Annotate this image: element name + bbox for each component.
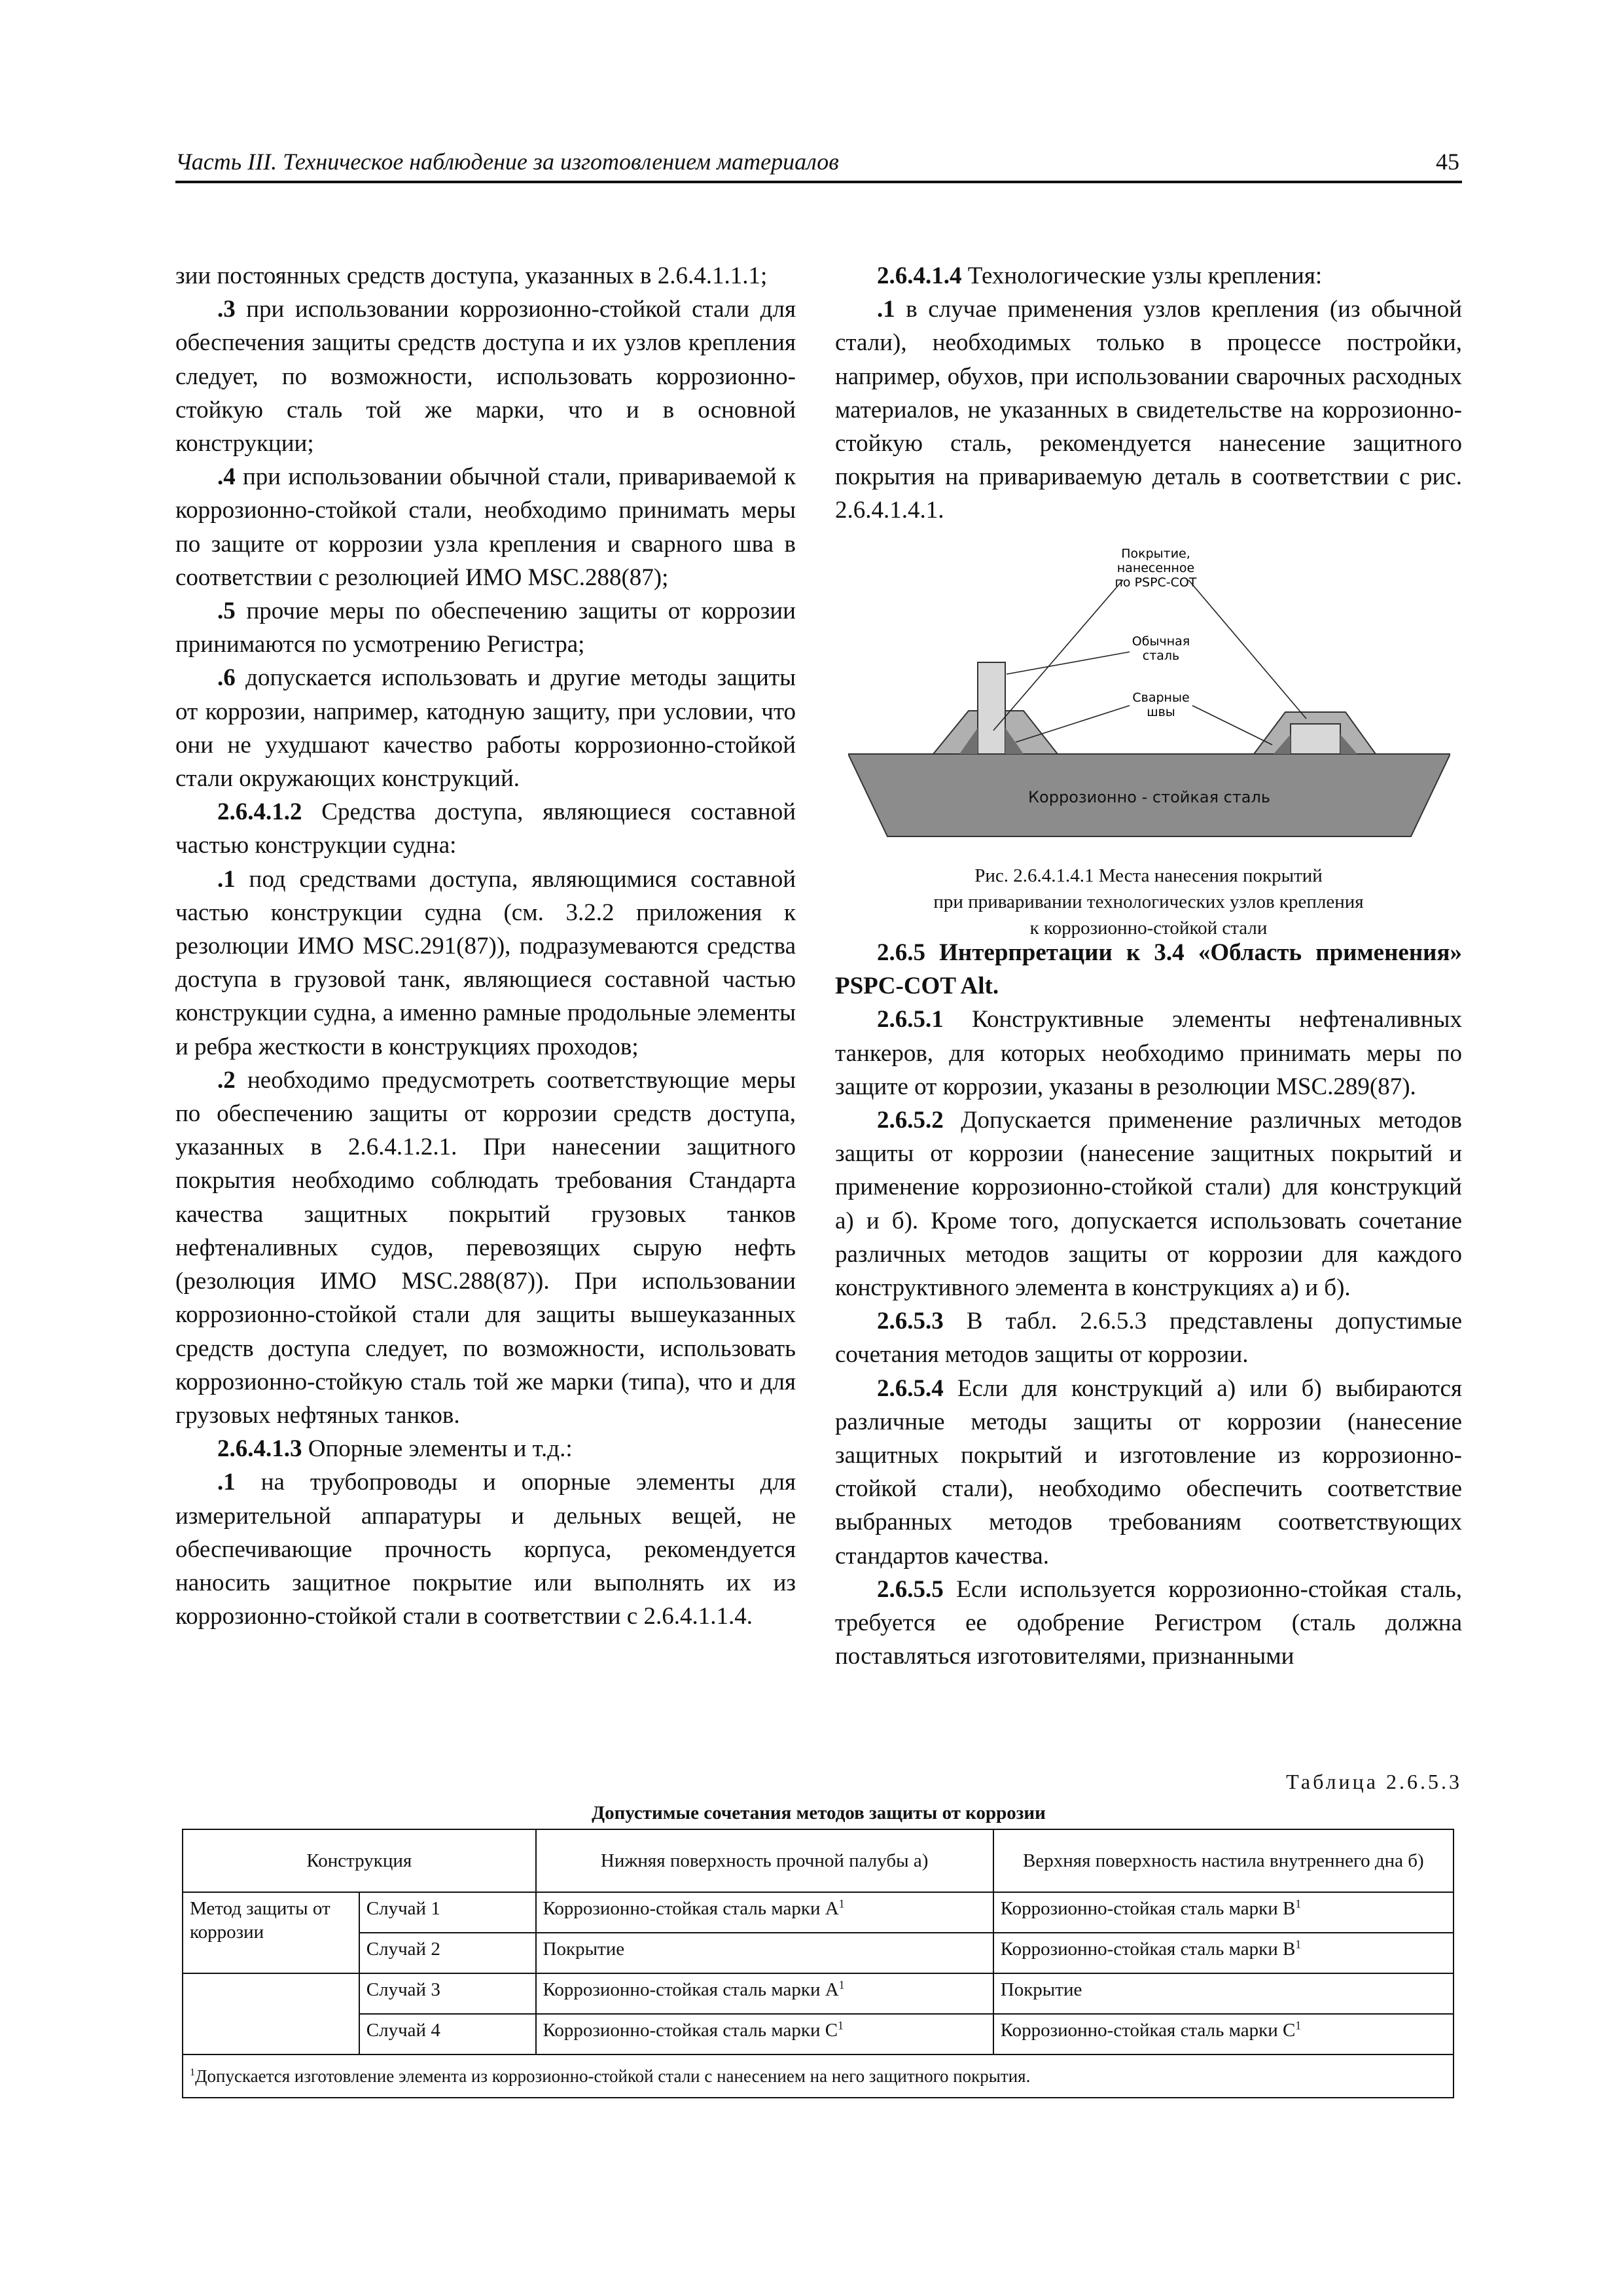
paragraph-text: Если используется коррозионно-стойкая сталь, требуется ее одобрение Регистром (сталь должна поставляться изготовителями, признанными bbox=[835, 1575, 1462, 1670]
paragraph bbox=[835, 1372, 1462, 1573]
cell bbox=[536, 1973, 993, 2014]
paragraph bbox=[175, 795, 796, 862]
left-attachment-lug bbox=[978, 662, 1005, 754]
paragraph bbox=[175, 1432, 796, 1465]
table-label: Таблица 2.6.5.3 bbox=[1286, 1770, 1462, 1793]
case-cell: Случай 4 bbox=[359, 2014, 536, 2054]
figure-caption bbox=[835, 863, 1462, 941]
paragraph-text: в случае применения узлов крепления (из обычной стали), необходимых только в процессе постройки, например, обухов, при использовании сварочных расходных материалов, не указанных в свидетельстве на коррозионно-стойкую сталь, рекомендуется нанесение защитного покрытия на привариваемую деталь в соответствии с рис. 2.6.4.1.4.1. bbox=[835, 296, 1462, 524]
empty-cell bbox=[183, 2014, 359, 2054]
case-cell: Случай 1 bbox=[359, 1892, 536, 1933]
coating-label: по PSPC-COT bbox=[1115, 575, 1197, 590]
paragraph-text: В табл. 2.6.5.3 представлены допустимые сочетания методов защиты от коррозии. bbox=[835, 1308, 1462, 1369]
caption-line: к коррозионно-стойкой стали bbox=[1029, 918, 1268, 939]
cell-text: Коррозионно-стойкая сталь марки A bbox=[543, 1898, 839, 1919]
paragraph-text: Технологические узлы крепления: bbox=[961, 262, 1323, 289]
paragraph bbox=[175, 594, 796, 661]
cell bbox=[993, 1973, 1454, 2014]
table-row bbox=[183, 2014, 1454, 2054]
paragraph bbox=[175, 1465, 796, 1633]
footnote-mark: 1 bbox=[190, 2066, 196, 2078]
footnote-cell bbox=[183, 2054, 1454, 2098]
paragraph-text: при использовании обычной стали, привариваемой к коррозионно-стойкой стали, необходимо принимать меры по защите от коррозии узла крепления и сварного шва в соответствии с резолюцией ИМО MSC.288(87); bbox=[175, 463, 796, 591]
header-title: Часть III. Техническое наблюдение за изготовлением материалов bbox=[175, 149, 839, 175]
right-column-top bbox=[835, 259, 1462, 528]
welding-diagram bbox=[848, 534, 1450, 861]
cell-text: Коррозионно-стойкая сталь марки B bbox=[1000, 1898, 1296, 1919]
cell-text: Коррозионно-стойкая сталь марки A bbox=[543, 1979, 839, 2000]
footnote-ref: 1 bbox=[1295, 1897, 1302, 1910]
table-header-row bbox=[183, 1829, 1454, 1892]
clause-number: .4 bbox=[217, 463, 236, 491]
paragraph bbox=[175, 293, 796, 460]
paragraph-text: при использовании коррозионно-стойкой стали для обеспечения защиты средств доступа и их узлов крепления следует, по возможности, использовать коррозионно-стойкую сталь той же марки, что и в основной конструкции; bbox=[175, 296, 796, 457]
cell bbox=[536, 1892, 993, 1933]
clause-number: 2.6.5.5 bbox=[877, 1575, 944, 1603]
cell-text: Коррозионно-стойкая сталь марки C bbox=[543, 2020, 838, 2041]
paragraph-text: прочие меры по обеспечению защиты от коррозии принимаются по усмотрению Регистра; bbox=[175, 598, 796, 658]
coating-label: нанесенное bbox=[1116, 561, 1195, 575]
clause-number: 2.6.5.1 bbox=[877, 1006, 944, 1033]
paragraph bbox=[835, 1103, 1462, 1304]
case-cell: Случай 2 bbox=[359, 1933, 536, 1973]
paragraph bbox=[835, 1573, 1462, 1674]
caption-line: при приваривании технологических узлов крепления bbox=[933, 891, 1364, 912]
paragraph-text: необходимо предусмотреть соответствующие меры по обеспечению защиты от коррозии средств доступа, указанных в 2.6.4.1.2.1. При нанесении защитного покрытия необходимо соблюдать требования Стандарта качества защитных покрытий грузовых танков нефтеналивных судов, перевозящих сырую нефть (резолюция ИМО MSC.288(87)). При использовании коррозионно-стойкой стали для защиты вышеуказанных средств доступа следует, по возможности, использовать коррозионно-стойкую сталь той же марки (типа), что и для грузовых нефтяных танков. bbox=[175, 1066, 796, 1429]
page-number: 45 bbox=[1436, 149, 1459, 175]
right-column-bottom bbox=[835, 936, 1462, 1673]
table-row bbox=[183, 1892, 1454, 1933]
paragraph-text: на трубопроводы и опорные элементы для измерительной аппаратуры и дельных вещей, не обеспечивающие прочность корпуса, рекомендуется наносить защитное покрытие или выполнять их из коррозионно-стойкой стали в соответствии с 2.6.4.1.1.4. bbox=[175, 1469, 796, 1630]
running-header bbox=[175, 148, 1462, 183]
header-cell: Нижняя поверхность прочной палубы а) bbox=[536, 1829, 993, 1892]
clause-number: 2.6.5.3 bbox=[877, 1308, 944, 1335]
footnote-ref: 1 bbox=[1295, 1937, 1302, 1951]
clause-number: .1 bbox=[217, 1469, 236, 1496]
section-heading: 2.6.5 Интерпретации к 3.4 «Область применения» PSPC-COT Alt. bbox=[835, 939, 1462, 1000]
cell bbox=[536, 1933, 993, 1973]
case-cell: Случай 3 bbox=[359, 1973, 536, 2014]
right-attachment-lug bbox=[1291, 724, 1340, 754]
paragraph bbox=[175, 460, 796, 594]
cell bbox=[993, 1933, 1454, 1973]
clause-number: .6 bbox=[217, 664, 236, 692]
footnote-ref: 1 bbox=[838, 2018, 844, 2032]
table-footnote-row bbox=[183, 2054, 1454, 2098]
paragraph bbox=[835, 293, 1462, 527]
clause-number: 2.6.5.2 bbox=[877, 1107, 944, 1134]
paragraph-text: под средствами доступа, являющимися составной частью конструкции судна (см. 3.2.2 приложения к резолюции ИМО MSC.291(87)), подразумеваются средства доступа в грузовой танк, являющиеся составной частью конструкции судна, а именно рамные продольные элементы и ребра жесткости в конструкциях проходов; bbox=[175, 865, 796, 1060]
header-cell: Верхняя поверхность настила внутреннего дна б) bbox=[993, 1829, 1454, 1892]
paragraph-text: Средства доступа, являющиеся составной частью конструкции судна: bbox=[175, 798, 796, 859]
welding-diagram-svg bbox=[848, 534, 1450, 861]
cell-text: Коррозионно-стойкая сталь марки C bbox=[1000, 2020, 1296, 2041]
row-header-cell: Метод защиты от коррозии bbox=[183, 1892, 359, 1973]
table-title: Допустимые сочетания методов защиты от коррозии bbox=[592, 1803, 1046, 1823]
paragraph-text: Конструктивные элементы нефтеналивных танкеров, для которых необходимо принимать меры по защите от коррозии, указаны в резолюции MSC.289(87). bbox=[835, 1006, 1462, 1100]
left-column bbox=[175, 259, 796, 1633]
clause-number: 2.6.4.1.3 bbox=[217, 1435, 302, 1463]
base-label: Коррозионно - стойкая сталь bbox=[1028, 788, 1270, 806]
ordinary-steel-label: сталь bbox=[1142, 649, 1180, 663]
header-cell: Конструкция bbox=[183, 1829, 536, 1892]
clause-number: .3 bbox=[217, 296, 236, 323]
paragraph-text: Допускается применение различных методов защиты от коррозии (нанесение защитных покрытий и применение коррозионно-стойкой стали) для конструкций а) и б). Кроме того, допускается использовать сочетание различных методов защиты от коррозии для каждого конструктивного элемента в конструкциях а) и б). bbox=[835, 1107, 1462, 1302]
paragraph bbox=[175, 1064, 796, 1432]
paragraph bbox=[835, 259, 1462, 293]
paragraph bbox=[835, 1003, 1462, 1103]
footnote-ref: 1 bbox=[1295, 2018, 1302, 2032]
coating-label: Покрытие, bbox=[1121, 547, 1190, 561]
empty-cell bbox=[183, 1973, 359, 2014]
paragraph-text: допускается использовать и другие методы защиты от коррозии, например, катодную защиту, при условии, что они не ухудшают качество работы коррозионно-стойкой стали окружающих конструкций. bbox=[175, 664, 796, 793]
clause-number: .2 bbox=[217, 1066, 236, 1094]
paragraph bbox=[175, 863, 796, 1064]
clause-number: 2.6.4.1.4 bbox=[877, 262, 962, 289]
footnote-text: Допускается изготовление элемента из коррозионно-стойкой стали с нанесением на него защитного покрытия. bbox=[195, 2066, 1031, 2086]
clause-number: 2.6.4.1.2 bbox=[217, 798, 302, 826]
table-row bbox=[183, 1933, 1454, 1973]
cell-text: Покрытие bbox=[543, 1939, 625, 1960]
cell bbox=[993, 1892, 1454, 1933]
protection-methods-table bbox=[182, 1829, 1454, 2098]
clause-number: .5 bbox=[217, 598, 236, 625]
table-row bbox=[183, 1973, 1454, 2014]
ordinary-steel-label: Обычная bbox=[1132, 634, 1190, 649]
footnote-ref: 1 bbox=[838, 1897, 845, 1910]
welds-label: швы bbox=[1147, 705, 1175, 719]
cell bbox=[536, 2014, 993, 2054]
cell bbox=[993, 2014, 1454, 2054]
clause-number: 2.6.5.4 bbox=[877, 1374, 944, 1402]
footnote-ref: 1 bbox=[838, 1978, 845, 1992]
paragraph bbox=[175, 661, 796, 795]
cell-text: Коррозионно-стойкая сталь марки B bbox=[1000, 1939, 1296, 1960]
paragraph-text: Если для конструкций а) или б) выбираются различные методы защиты от коррозии (нанесение защитных покрытий и изготовление из коррозионно-стойкой стали), необходимо обеспечить соответствие выбранных методов требованиям соответствующих стандартов качества. bbox=[835, 1374, 1462, 1570]
paragraph: зии постоянных средств доступа, указанных в 2.6.4.1.1.1; bbox=[175, 262, 768, 289]
cell-text: Покрытие bbox=[1000, 1979, 1082, 2000]
welds-label: Сварные bbox=[1132, 691, 1190, 705]
paragraph bbox=[835, 1304, 1462, 1371]
clause-number: .1 bbox=[877, 296, 895, 323]
clause-number: .1 bbox=[217, 865, 236, 893]
paragraph-text: Опорные элементы и т.д.: bbox=[302, 1435, 573, 1463]
caption-line: Рис. 2.6.4.1.4.1 Места нанесения покрытий bbox=[974, 865, 1323, 886]
